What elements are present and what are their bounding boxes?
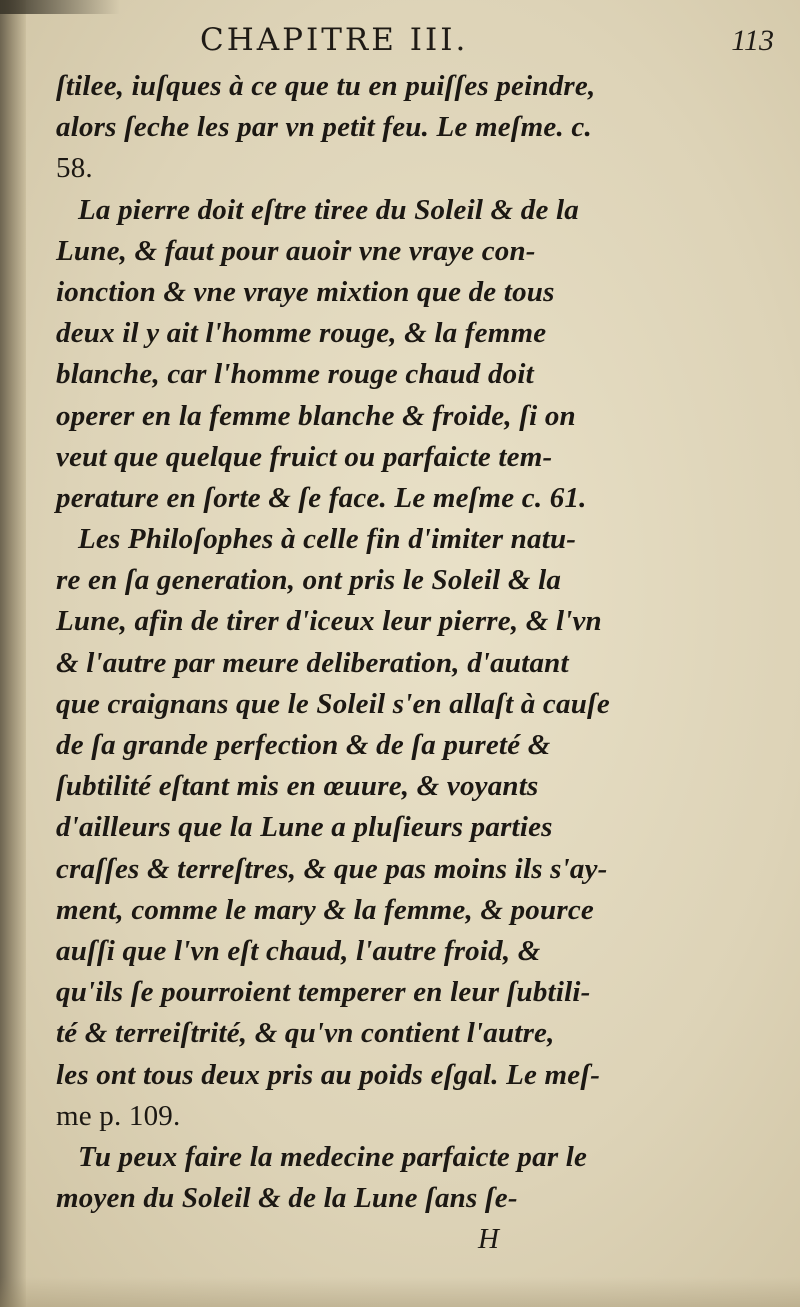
text-line: Lune, afin de tirer d'iceux leur pierre, & l'vn xyxy=(56,605,602,638)
text-line: La pierre doit eſtre tiree du Soleil & de la xyxy=(78,193,579,226)
text-line: veut que quelque fruict ou parfaicte tem- xyxy=(56,440,553,473)
text-line: ment, comme le mary & la femme, & pource xyxy=(56,893,594,926)
page-number: 113 xyxy=(731,24,774,57)
text-line: auſſi que l'vn eſt chaud, l'autre froid, & xyxy=(56,934,541,967)
page-stain xyxy=(0,0,120,14)
text-line: me p. 109. xyxy=(56,1099,181,1132)
text-line: les ont tous deux pris au poids eſgal. Le meſ- xyxy=(56,1058,601,1091)
signature-mark: H xyxy=(478,1223,499,1255)
text-line: perature en ſorte & ſe face. Le meſme c. 61. xyxy=(56,481,587,514)
text-line: Tu peux faire la medecine parfaicte par le xyxy=(78,1140,588,1173)
text-line: 58. xyxy=(56,152,93,185)
text-line: operer en la femme blanche & froide, ſi on xyxy=(56,399,576,432)
running-title: CHAPITRE III. xyxy=(200,22,469,58)
text-line: Lune, & faut pour auoir vne vraye con- xyxy=(56,234,536,267)
text-line: d'ailleurs que la Lune a pluſieurs parties xyxy=(56,811,553,844)
text-line: qu'ils ſe pourroient temperer en leur ſubtili- xyxy=(56,976,591,1009)
text-line: moyen du Soleil & de la Lune ſans ſe- xyxy=(56,1182,518,1215)
text-line: ionction & vne vraye mixtion que de tous xyxy=(56,275,555,308)
text-line: Les Philoſophes à celle fin d'imiter natu- xyxy=(78,523,577,556)
text-line: de ſa grande perfection & de ſa pureté & xyxy=(56,729,551,761)
text-line: craſſes & terreſtres, & que pas moins ils s'ay- xyxy=(56,852,608,885)
text-line: ſubtilité eſtant mis en œuure, & voyants xyxy=(56,770,539,803)
page-shadow xyxy=(0,1277,800,1307)
text-line: & l'autre par meure deliberation, d'autant xyxy=(56,646,569,679)
running-head xyxy=(60,22,778,66)
binding-edge xyxy=(0,0,26,1307)
text-line: deux il y ait l'homme rouge, & la femme xyxy=(56,317,547,350)
text-line: re en ſa generation, ont pris le Soleil & la xyxy=(56,564,562,597)
text-line: blanche, car l'homme rouge chaud doit xyxy=(56,358,534,391)
body-text xyxy=(56,66,628,1219)
text-line: que craignans que le Soleil s'en allaſt à cauſe xyxy=(56,687,610,720)
text-line: té & terreiſtrité, & qu'vn contient l'autre, xyxy=(56,1017,555,1050)
text-line: alors ſeche les par vn petit feu. Le meſme. c. xyxy=(56,111,592,144)
text-line: ſtilee, iuſques à ce que tu en puiſſes peindre, xyxy=(56,70,596,102)
